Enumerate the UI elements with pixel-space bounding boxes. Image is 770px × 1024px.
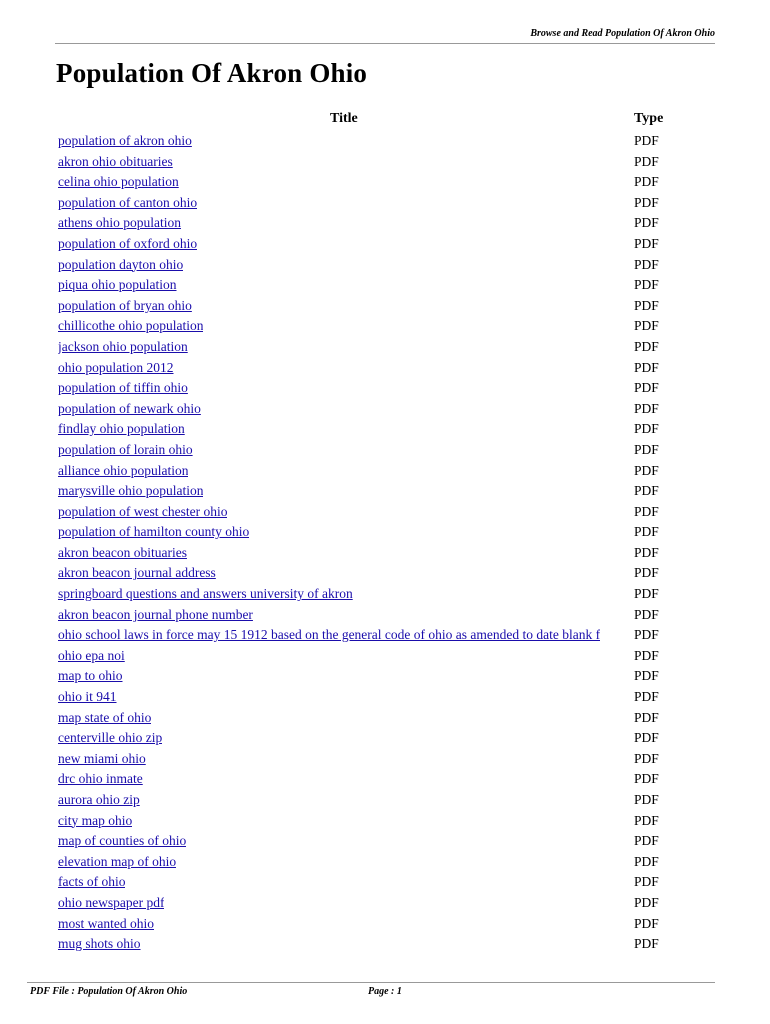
list-item xyxy=(58,440,678,461)
document-title-link[interactable]: ohio it 941 xyxy=(58,689,117,705)
document-title-link[interactable]: city map ohio xyxy=(58,812,133,828)
document-type: PDF xyxy=(634,174,659,190)
document-type: PDF xyxy=(634,462,659,478)
list-item xyxy=(58,728,678,749)
document-type: PDF xyxy=(634,400,659,416)
running-header xyxy=(55,28,715,44)
document-type: PDF xyxy=(634,153,659,169)
list-item xyxy=(58,790,678,811)
document-title-link[interactable]: population of oxford ohio xyxy=(58,235,198,251)
list-item xyxy=(58,481,678,502)
list-item xyxy=(58,708,678,729)
list-item xyxy=(58,296,678,317)
document-title-link[interactable]: athens ohio population xyxy=(58,215,181,231)
document-title-link[interactable]: map of counties of ohio xyxy=(58,833,187,849)
document-title-link[interactable]: population of tiffin ohio xyxy=(58,380,188,396)
list-item xyxy=(58,646,678,667)
list-item xyxy=(58,275,678,296)
list-item xyxy=(58,749,678,770)
document-type: PDF xyxy=(634,421,659,437)
document-type: PDF xyxy=(634,833,659,849)
document-type: PDF xyxy=(634,750,659,766)
list-item xyxy=(58,234,678,255)
list-item xyxy=(58,811,678,832)
document-type: PDF xyxy=(634,936,659,952)
document-type: PDF xyxy=(634,524,659,540)
document-title-link[interactable]: ohio epa noi xyxy=(58,647,125,663)
document-type: PDF xyxy=(634,812,659,828)
list-item xyxy=(58,419,678,440)
document-type: PDF xyxy=(634,318,659,334)
document-title-link[interactable]: centerville ohio zip xyxy=(58,730,163,746)
document-type: PDF xyxy=(634,256,659,272)
document-title-link[interactable]: springboard questions and answers university of akron xyxy=(58,586,353,602)
column-header-title: Title xyxy=(330,111,358,126)
document-type: PDF xyxy=(634,606,659,622)
document-title-link[interactable]: population of hamilton county ohio xyxy=(58,524,250,540)
list-item xyxy=(58,399,678,420)
document-title-link[interactable]: new miami ohio xyxy=(58,750,146,766)
document-type: PDF xyxy=(634,380,659,396)
document-title-link[interactable]: map state of ohio xyxy=(58,709,152,725)
document-title-link[interactable]: drc ohio inmate xyxy=(58,771,143,787)
document-type: PDF xyxy=(634,894,659,910)
list-item xyxy=(58,255,678,276)
document-type: PDF xyxy=(634,215,659,231)
document-title-link[interactable]: mug shots ohio xyxy=(58,936,141,952)
document-type: PDF xyxy=(634,689,659,705)
document-title-link[interactable]: facts of ohio xyxy=(58,874,126,890)
list-item xyxy=(58,934,678,955)
list-item xyxy=(58,852,678,873)
list-item xyxy=(58,831,678,852)
document-title-link[interactable]: chillicothe ohio population xyxy=(58,318,204,334)
document-title-link[interactable]: piqua ohio population xyxy=(58,277,177,293)
document-type: PDF xyxy=(634,853,659,869)
document-title-link[interactable]: marysville ohio population xyxy=(58,483,204,499)
list-item xyxy=(58,152,678,173)
document-type: PDF xyxy=(634,565,659,581)
document-title-link[interactable]: akron beacon journal phone number xyxy=(58,606,253,622)
document-title-link[interactable]: ohio school laws in force may 15 1912 based on the general code of ohio as amended to date blank f xyxy=(58,627,601,643)
list-item xyxy=(58,872,678,893)
document-type: PDF xyxy=(634,771,659,787)
list-item xyxy=(58,193,678,214)
list-item xyxy=(58,337,678,358)
list-item xyxy=(58,666,678,687)
list-item xyxy=(58,502,678,523)
list-item xyxy=(58,893,678,914)
document-type: PDF xyxy=(634,483,659,499)
running-header-text: Browse and Read Population Of Akron Ohio xyxy=(530,28,715,39)
document-type: PDF xyxy=(634,730,659,746)
column-header-type: Type xyxy=(634,111,664,126)
list-item xyxy=(58,522,678,543)
footer-file-label: PDF File : Population Of Akron Ohio xyxy=(30,986,188,997)
list-item xyxy=(58,461,678,482)
list-item xyxy=(58,769,678,790)
document-type: PDF xyxy=(634,338,659,354)
document-type: PDF xyxy=(634,544,659,560)
document-title-link[interactable]: most wanted ohio xyxy=(58,915,154,931)
list-item xyxy=(58,378,678,399)
document-type: PDF xyxy=(634,194,659,210)
document-title-link[interactable]: ohio population 2012 xyxy=(58,359,174,375)
document-title-link[interactable]: akron ohio obituaries xyxy=(58,153,173,169)
document-type: PDF xyxy=(634,586,659,602)
document-title-link[interactable]: population of canton ohio xyxy=(58,194,198,210)
document-type: PDF xyxy=(634,874,659,890)
document-type: PDF xyxy=(634,503,659,519)
document-list xyxy=(58,131,678,955)
document-title-link[interactable]: akron beacon obituaries xyxy=(58,544,187,560)
document-type: PDF xyxy=(634,235,659,251)
document-title-link[interactable]: population dayton ohio xyxy=(58,256,184,272)
document-title-link[interactable]: findlay ohio population xyxy=(58,421,185,437)
document-type: PDF xyxy=(634,915,659,931)
document-title-link[interactable]: population of newark ohio xyxy=(58,400,201,416)
document-type: PDF xyxy=(634,359,659,375)
list-item xyxy=(58,687,678,708)
document-title-link[interactable]: aurora ohio zip xyxy=(58,792,140,807)
list-item xyxy=(58,563,678,584)
list-item xyxy=(58,213,678,234)
list-item xyxy=(58,131,678,152)
document-title-link[interactable]: population of bryan ohio xyxy=(58,297,192,313)
document-title-link[interactable]: population of west chester ohio xyxy=(58,503,228,519)
document-type: PDF xyxy=(634,668,659,684)
document-type: PDF xyxy=(634,297,659,313)
list-item xyxy=(58,605,678,626)
list-item xyxy=(58,914,678,935)
page-title: Population Of Akron Ohio xyxy=(56,58,368,88)
list-item xyxy=(58,172,678,193)
document-title-link[interactable]: jackson ohio population xyxy=(58,338,188,354)
list-item xyxy=(58,316,678,337)
footer-page-number: Page : 1 xyxy=(368,986,402,997)
list-item xyxy=(58,625,678,646)
document-title-link[interactable]: population of lorain ohio xyxy=(58,441,193,457)
document-title-link[interactable]: alliance ohio population xyxy=(58,462,189,478)
list-item xyxy=(58,584,678,605)
document-title-link[interactable]: map to ohio xyxy=(58,668,123,684)
document-type: PDF xyxy=(634,627,659,643)
document-type: PDF xyxy=(634,709,659,725)
document-type: PDF xyxy=(634,441,659,457)
table-header xyxy=(58,111,668,131)
document-title-link[interactable]: akron beacon journal address xyxy=(58,565,216,581)
document-type: PDF xyxy=(634,133,659,148)
document-type: PDF xyxy=(634,792,659,807)
document-type: PDF xyxy=(634,647,659,663)
document-title-link[interactable]: elevation map of ohio xyxy=(58,853,177,869)
page-footer xyxy=(27,982,715,997)
list-item xyxy=(58,543,678,564)
document-type: PDF xyxy=(634,277,659,293)
list-item xyxy=(58,358,678,379)
document-title-link[interactable]: population of akron ohio xyxy=(58,133,192,148)
document-title-link[interactable]: celina ohio population xyxy=(58,174,179,190)
document-title-link[interactable]: ohio newspaper pdf xyxy=(58,894,165,910)
